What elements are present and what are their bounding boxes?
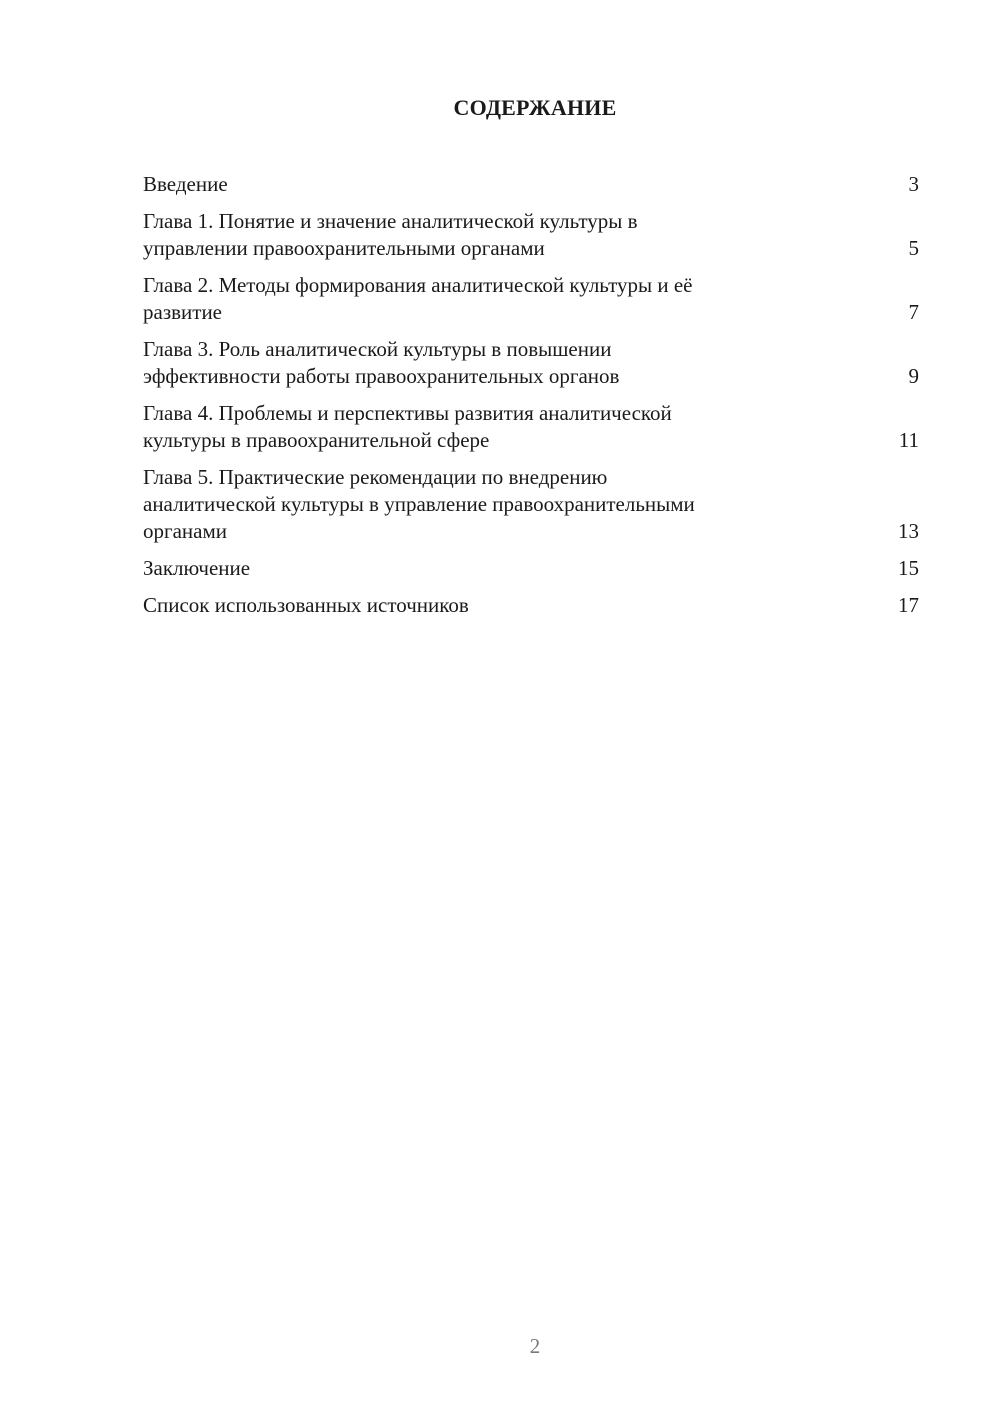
- toc-title: СОДЕРЖАНИЕ: [453, 95, 617, 120]
- toc-entry-text: [143, 464, 695, 545]
- toc-line: эффективности работы правоохранительных органов: [143, 364, 620, 388]
- toc-page-number: 7: [908, 300, 919, 324]
- toc-line: Глава 2. Методы формирования аналитической культуры и её: [143, 273, 693, 297]
- toc-page-number: 9: [908, 364, 919, 388]
- toc-line: культуры в правоохранительной сфере: [143, 428, 490, 452]
- toc-entry-chapter-2: [143, 272, 919, 326]
- toc-line: Глава 4. Проблемы и перспективы развития аналитической: [143, 401, 672, 425]
- toc-page-number: 11: [898, 428, 919, 452]
- toc-entry-text: [143, 171, 228, 198]
- toc-entry-text: [143, 555, 250, 582]
- table-of-contents: [143, 171, 919, 629]
- toc-page-number: 13: [898, 519, 919, 543]
- toc-line: Глава 5. Практические рекомендации по внедрению: [143, 465, 608, 489]
- toc-line: органами: [143, 519, 228, 543]
- toc-entry-chapter-3: [143, 336, 919, 390]
- toc-entry-text: [143, 208, 638, 262]
- toc-page-number: 17: [898, 593, 919, 617]
- toc-page-number: 3: [908, 172, 919, 196]
- toc-line: Список использованных источников: [143, 593, 469, 617]
- toc-entry-references: [143, 592, 919, 619]
- toc-entry-chapter-4: [143, 400, 919, 454]
- toc-line: Глава 3. Роль аналитической культуры в повышении: [143, 337, 612, 361]
- toc-line: управлении правоохранительными органами: [143, 236, 545, 260]
- toc-line: развитие: [143, 300, 223, 324]
- toc-entry-text: [143, 592, 469, 619]
- toc-line: Заключение: [143, 556, 251, 580]
- toc-line: аналитической культуры в управление правоохранительными: [143, 492, 695, 516]
- toc-page-number: 15: [898, 556, 919, 580]
- toc-entry-introduction: [143, 171, 919, 198]
- toc-entry-chapter-5: [143, 464, 919, 545]
- toc-entry-chapter-1: [143, 208, 919, 262]
- toc-entry-text: [143, 336, 619, 390]
- toc-entry-text: [143, 400, 672, 454]
- toc-page-number: 5: [908, 236, 919, 260]
- toc-entry-conclusion: [143, 555, 919, 582]
- toc-line: Глава 1. Понятие и значение аналитической культуры в: [143, 209, 638, 233]
- page-number: 2: [529, 1334, 541, 1358]
- toc-line: Введение: [143, 172, 228, 196]
- toc-entry-text: [143, 272, 692, 326]
